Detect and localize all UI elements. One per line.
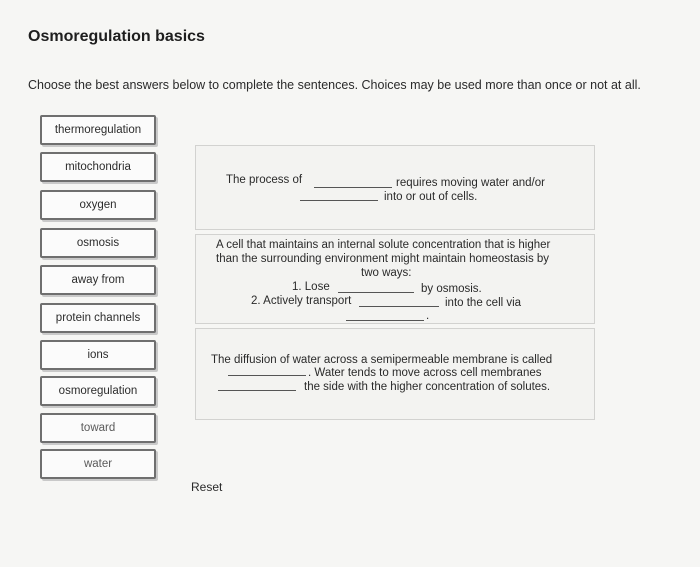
choice-toward[interactable]: toward: [40, 413, 156, 443]
blank-4[interactable]: [359, 306, 439, 307]
choice-away-from[interactable]: away from: [40, 265, 156, 295]
instructions: Choose the best answers below to complete the sentences. Choices may be used more than once or not at all.: [28, 78, 641, 92]
card2-end-period: .: [426, 310, 430, 322]
choice-oxygen[interactable]: oxygen: [40, 190, 156, 220]
card2-item1-text: by osmosis.: [421, 283, 482, 295]
sentence-card-1: [195, 145, 595, 230]
choice-ions[interactable]: ions: [40, 340, 156, 370]
sentence-card-2: [195, 234, 595, 324]
card2-item2-label: 2. Actively transport: [251, 295, 352, 307]
choice-osmoregulation[interactable]: osmoregulation: [40, 376, 156, 406]
choice-thermoregulation[interactable]: thermoregulation: [40, 115, 156, 145]
card1-text-2: into or out of cells.: [384, 191, 478, 203]
card2-text-2: than the surrounding environment might maintain homeostasis by: [216, 253, 550, 265]
blank-1[interactable]: [314, 187, 392, 188]
page-title: Osmoregulation basics: [28, 28, 205, 45]
card1-text-1b: requires moving water and/or: [396, 177, 545, 189]
card3-text-2: . Water tends to move across cell membranes: [308, 367, 542, 379]
choice-osmosis[interactable]: osmosis: [40, 228, 156, 258]
card2-item1-label: 1. Lose: [292, 281, 330, 293]
choice-mitochondria[interactable]: mitochondria: [40, 152, 156, 182]
choice-protein-channels[interactable]: protein channels: [40, 303, 156, 333]
blank-6[interactable]: [228, 375, 306, 376]
card1-text-1a: The process of: [226, 174, 303, 186]
card2-item2-text: into the cell via: [445, 297, 522, 309]
blank-3[interactable]: [338, 292, 414, 293]
reset-button[interactable]: Reset: [191, 480, 223, 494]
sentence-card-3: [195, 328, 595, 420]
blank-5[interactable]: [346, 320, 424, 321]
blank-7[interactable]: [218, 390, 296, 391]
card2-text-1: A cell that maintains an internal solute concentration that is higher: [216, 239, 551, 251]
card3-text-1: The diffusion of water across a semipermeable membrane is called: [211, 354, 553, 366]
card2-text-3: two ways:: [361, 267, 412, 279]
choice-water[interactable]: water: [40, 449, 156, 479]
blank-2[interactable]: [300, 200, 378, 201]
card3-text-3: the side with the higher concentration of solutes.: [304, 381, 551, 393]
